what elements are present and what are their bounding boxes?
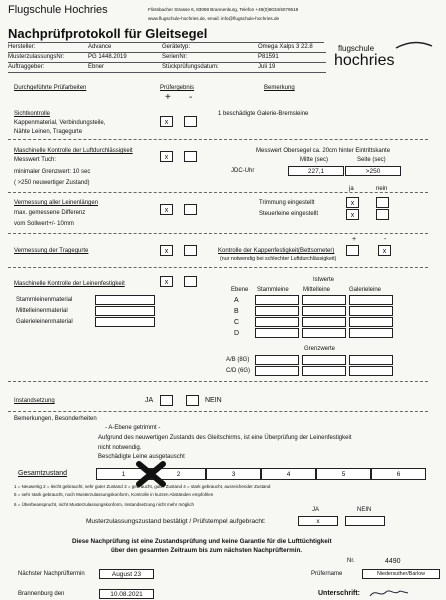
trimm-ja-checkbox[interactable]: x <box>346 197 359 208</box>
bemerkung-line2: Aufgrund des neuwertigen Zustands des Gleitschirms, ist eine Überprüfung der Leinenfestigkeit <box>98 435 352 441</box>
bestaetigt-nein-field[interactable] <box>345 516 385 526</box>
steuer-ja-checkbox[interactable]: x <box>346 209 359 220</box>
gesamt-legend-2: 5 = sehr stark gebraucht, noch Musterzulassungskonform, Kontrolle in kurzen Abständen empfohlen <box>14 492 214 497</box>
grenzwerte-label: Grenzwerte <box>304 346 336 352</box>
gesamt-2[interactable]: 2 <box>151 468 206 480</box>
trage-title: Vermessung der Tragegurte <box>14 248 89 254</box>
mittel-material-label: Mittelleinenmaterial <box>16 308 68 314</box>
col-plus: + <box>165 92 171 103</box>
col-ergebnis: Prüfergebnis <box>160 85 195 91</box>
stueck-value: Juli 19 <box>258 64 276 70</box>
luft-plus-checkbox[interactable]: x <box>160 151 173 162</box>
nr-label: Nr. <box>347 558 355 564</box>
vermessung-plus-checkbox[interactable]: x <box>160 204 173 215</box>
pruefer-field[interactable]: Niedersuther/Barlow <box>362 569 440 579</box>
luft-title: Maschinelle Kontrolle der Luftdurchlässigkeit <box>14 148 133 154</box>
grenz-ab-mittel[interactable] <box>302 355 346 365</box>
vermessung-minus-checkbox[interactable] <box>184 204 197 215</box>
kappe-plus-sign: + <box>352 236 357 243</box>
header-divider <box>8 42 324 43</box>
col-minus: - <box>189 92 193 103</box>
seite-label: Seite (sec) <box>357 157 386 163</box>
bestaetigt-label: Musterzulassungszustand bestätigt / Prüfstempel aufgebracht: <box>86 518 266 525</box>
stamm-material-field[interactable] <box>95 295 155 305</box>
geraetetyp-value: Omega Xalps 3 22.8 <box>258 44 313 50</box>
instand-nein-checkbox[interactable] <box>186 395 199 406</box>
bemerkung-line4: Beschädigte Leine ausgetauscht <box>98 454 185 460</box>
muster-label: MusterzulassungsNr: <box>8 54 65 60</box>
gesamt-4[interactable]: 4 <box>261 468 316 480</box>
ist-b-stamm[interactable] <box>255 306 299 316</box>
logo-small-text: flugschule <box>338 44 375 53</box>
glider-icon <box>394 38 434 52</box>
gesamt-5[interactable]: 5 <box>316 468 371 480</box>
ebene-b: B <box>234 308 239 315</box>
mitte-label: Mitte (sec) <box>300 157 329 163</box>
sicht-line2: Nähte Leinen, Tragegurte <box>14 129 83 135</box>
jdc-label: JDC-Uhr <box>231 168 255 174</box>
col-bemerkung: Bemerkung <box>264 85 295 91</box>
hersteller-value: Advance <box>88 44 112 50</box>
vermessung-line2: vom Sollwert+/- 10mm <box>14 221 74 227</box>
steuer-label: Steuerleine eingestellt <box>259 211 319 217</box>
sicht-note: 1 beschädigte Galerie-Bremsleine <box>218 111 309 117</box>
ebene-label: Ebene <box>231 287 249 293</box>
logo <box>332 38 442 78</box>
stamm-material-label: Stammleinenmaterial <box>16 297 73 303</box>
ist-c-stamm[interactable] <box>255 317 299 327</box>
logo-main-text: hochries <box>334 52 395 69</box>
serien-label: SerienNr: <box>162 54 188 60</box>
mittelleine-label: Mittelleine <box>303 287 331 293</box>
grenz-cd-mittel[interactable] <box>302 366 346 376</box>
col-pruefarbeiten: Durchgeführte Prüfarbeiten <box>14 85 87 91</box>
gesamt-legend-1: 1 = Neuwertig 2 = leicht gebraucht, sehr guter Zustand 3 = gebraucht, guter Zustand 4 = stark gebraucht, ausreichender Zustand <box>14 484 271 489</box>
ist-d-galerie[interactable] <box>349 328 393 338</box>
steuer-nein-checkbox[interactable] <box>376 209 389 220</box>
leinen-minus-checkbox[interactable] <box>184 276 197 287</box>
trimm-nein-checkbox[interactable] <box>376 197 389 208</box>
ab-label: A/B (8G) <box>226 357 250 363</box>
kappe-title: Kontrolle der Kappenfestigkeit(Bettsometer) <box>218 248 335 254</box>
instand-ja-checkbox[interactable] <box>160 395 173 406</box>
kappe-subtitle: (nur notwendig bei schlechter Luftdurchlässigkeit) <box>220 256 337 262</box>
trage-minus-checkbox[interactable] <box>184 245 197 256</box>
nr-value: 4490 <box>385 558 401 565</box>
auftrag-label: Auftraggeber: <box>8 64 45 70</box>
address-line: Flintsbacher Strasse 6, 83098 Brannenburg, Telefon +49(0)8034/6079618 <box>148 7 299 12</box>
gesamt-1[interactable]: 1 <box>96 468 151 480</box>
contact-line: www.flugschule-hochries.de, email: info@flugschule-hochries.de <box>148 16 280 21</box>
serien-value: P81591 <box>258 54 279 60</box>
seite-value[interactable]: >250 <box>345 166 401 176</box>
next-label: Nächster Nachprüftermin <box>18 571 85 577</box>
nein-label: nein <box>376 186 388 192</box>
page-title: Nachprüfprotokoll für Gleitsegel <box>8 26 208 41</box>
ort-label: Brannenburg den <box>18 591 65 597</box>
ebene-d: D <box>234 330 240 337</box>
luft-minus-checkbox[interactable] <box>184 151 197 162</box>
ist-a-galerie[interactable] <box>349 295 393 305</box>
sicht-line1: Kappenmaterial, Verbindungsteile, <box>14 120 106 126</box>
cd-label: C/D (6G) <box>226 368 250 374</box>
gesamt-legend-3: 6 = Überbeansprucht, nicht Musterzulassungskonform, Instandsetzung nicht mehr möglich <box>14 502 194 507</box>
gesamt-3[interactable]: 3 <box>206 468 261 480</box>
bemerkung-line3: nicht notwendig. <box>98 445 142 451</box>
next-field[interactable]: August 23 <box>99 569 154 579</box>
bestaetigt-ja-field[interactable]: x <box>298 516 338 526</box>
vermessung-line1: max. gemessene Differenz <box>14 210 86 216</box>
vermessung-title: Vermessung aller Leinenlängen <box>14 200 99 206</box>
ist-c-galerie[interactable] <box>349 317 393 327</box>
bestaetigt-nein-label: NEIN <box>357 507 372 513</box>
ist-b-galerie[interactable] <box>349 306 393 316</box>
galerie-material-field[interactable] <box>95 317 155 327</box>
bemerkung-line1: - A-Ebene getrimmt - <box>105 425 161 431</box>
auftrag-value: Ebner <box>88 64 105 70</box>
hersteller-label: Hersteller: <box>8 44 36 50</box>
mittel-material-field[interactable] <box>95 306 155 316</box>
pruefer-label: Prüfername <box>311 571 343 577</box>
ist-b-mittel[interactable] <box>302 306 346 316</box>
ist-a-mittel[interactable] <box>302 295 346 305</box>
kappe-minus-sign: - <box>384 236 387 243</box>
instand-title: Instandsetzung <box>14 398 55 404</box>
signature-mark <box>368 588 410 598</box>
luft-note: Messwert Obersegel ca. 20cm hinter Eintrittskante <box>256 148 391 154</box>
stammleine-label: Stammleine <box>257 287 289 293</box>
kappe-minus-checkbox[interactable]: x <box>378 245 391 256</box>
ebene-c: C <box>234 319 240 326</box>
ist-d-stamm[interactable] <box>255 328 299 338</box>
kappe-plus-checkbox[interactable] <box>346 245 359 256</box>
ist-c-mittel[interactable] <box>302 317 346 327</box>
luft-line2: minimaler Grenzwert: 10 sec <box>14 169 91 175</box>
datum-field[interactable]: 10.08.2021 <box>99 589 154 599</box>
muster-value: PG 1448.2019 <box>88 54 127 60</box>
grenz-cd-stamm[interactable] <box>255 366 299 376</box>
gesamt-title: Gesamtzustand <box>18 470 68 477</box>
ist-d-mittel[interactable] <box>302 328 346 338</box>
instand-ja-label: JA <box>145 397 154 404</box>
grenz-ab-stamm[interactable] <box>255 355 299 365</box>
garantie-line2: über den gesamten Zeitraum bis zum nächsten Nachprüftermin. <box>111 547 303 554</box>
leinen-title: Maschinelle Kontrolle der Leinenfestigkeit <box>14 281 125 287</box>
galerie-material-label: Galerieleinenmaterial <box>16 319 73 325</box>
bemerkungen-title: Bemerkungen, Besonderheiten <box>14 416 97 422</box>
istwerte-label: Istwerte <box>313 277 335 283</box>
ebene-a: A <box>234 297 239 304</box>
grenz-ab-galerie[interactable] <box>349 355 393 365</box>
ja-label: ja <box>349 186 354 192</box>
bestaetigt-ja-label: JA <box>312 507 320 513</box>
grenz-cd-galerie[interactable] <box>349 366 393 376</box>
luft-line3: ( >250 neuwertiger Zustand) <box>14 180 90 186</box>
sicht-plus-checkbox[interactable]: x <box>160 116 173 127</box>
instand-nein-label: NEIN <box>205 397 222 404</box>
geraetetyp-label: Gerätetyp: <box>162 44 191 50</box>
ist-a-stamm[interactable] <box>255 295 299 305</box>
garantie-line1: Diese Nachprüfung ist eine Zustandsprüfung und keine Garantie für die Lufttüchtigkeit <box>72 538 332 545</box>
school-name: Flugschule Hochries <box>8 4 108 16</box>
trage-plus-checkbox[interactable]: x <box>160 245 173 256</box>
galerieleine-label: Galerieleine <box>349 287 382 293</box>
gesamt-6[interactable]: 6 <box>371 468 426 480</box>
mitte-value[interactable]: 227,1 <box>288 166 344 176</box>
stueck-label: Stückprüfungsdatum: <box>162 64 219 70</box>
sicht-minus-checkbox[interactable] <box>184 116 197 127</box>
leinen-plus-checkbox[interactable]: x <box>160 276 173 287</box>
luft-line1: Messwert Tuch: <box>14 157 57 163</box>
sicht-title: Sichtkontrolle <box>14 111 51 117</box>
trimm-label: Trimmung eingestellt <box>259 200 315 206</box>
unterschrift-label: Unterschrift: <box>318 590 361 597</box>
